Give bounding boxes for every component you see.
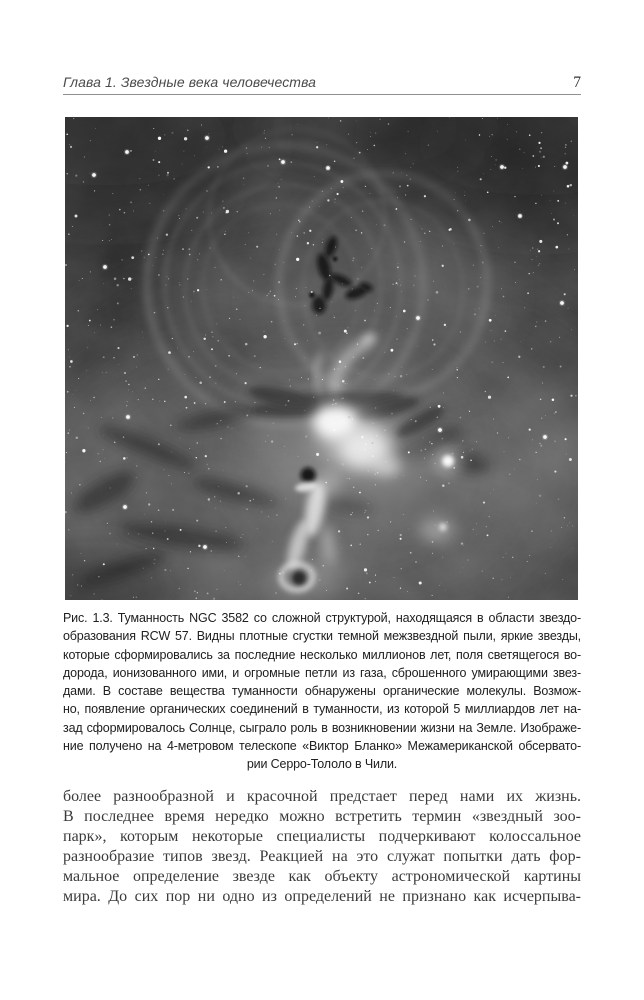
chapter-title: Глава 1. Звездные века человечества [63, 74, 317, 90]
caption-line: Рис. 1.3. Туманность NGC 3582 со сложной структурой, находящаяся в области звездо- [63, 611, 581, 625]
body-text [63, 787, 581, 907]
caption-line: но, появление органических соединений в туманности, из которой 5 миллиардов лет на- [63, 702, 581, 717]
page-number: 7 [573, 74, 581, 91]
body-line: более разнообразной и красочной предстает перед нами их жизнь. [63, 788, 581, 805]
nebula-image-canvas [65, 117, 578, 600]
body-line: парк», которым некоторые специалисты подчеркивают колоссальное [63, 828, 581, 845]
body-line: разнообразие типов звезд. Реакцией на это служат попытки дать фор- [63, 848, 581, 865]
caption-line-last: рии Серро-Тололо в Чили. [246, 757, 398, 772]
header-rule [63, 94, 581, 95]
body-line: мальное определение звезде как объекту астрономической картины [63, 868, 581, 885]
figure-caption [63, 609, 581, 774]
caption-line: зад сформировалось Солнце, сыграло роль в возникновении жизни на Земле. Изображе- [63, 720, 581, 735]
running-header [63, 74, 581, 92]
body-line: мира. До сих пор ни одно из определений не признано как исчерпыва- [63, 888, 581, 905]
caption-line: которые сформировались за последние несколько миллионов лет, поля светящегося во- [63, 647, 581, 662]
caption-line: дами. В составе вещества туманности обнаружены органические молекулы. Возмож- [63, 684, 581, 699]
caption-line: образования RCW 57. Видны плотные сгустки темной межзвездной пыли, яркие звезды, [63, 629, 581, 644]
caption-line: ние получено на 4-метровом телескопе «Виктор Бланко» Межамериканской обсервато- [63, 739, 581, 754]
caption-line: дорода, ионизованного ими, и огромные петли из газа, сброшенного умирающими звез- [63, 665, 581, 680]
nebula-photograph [65, 117, 578, 600]
body-line: В последнее время нередко можно встретить термин «звездный зоо- [63, 808, 581, 825]
